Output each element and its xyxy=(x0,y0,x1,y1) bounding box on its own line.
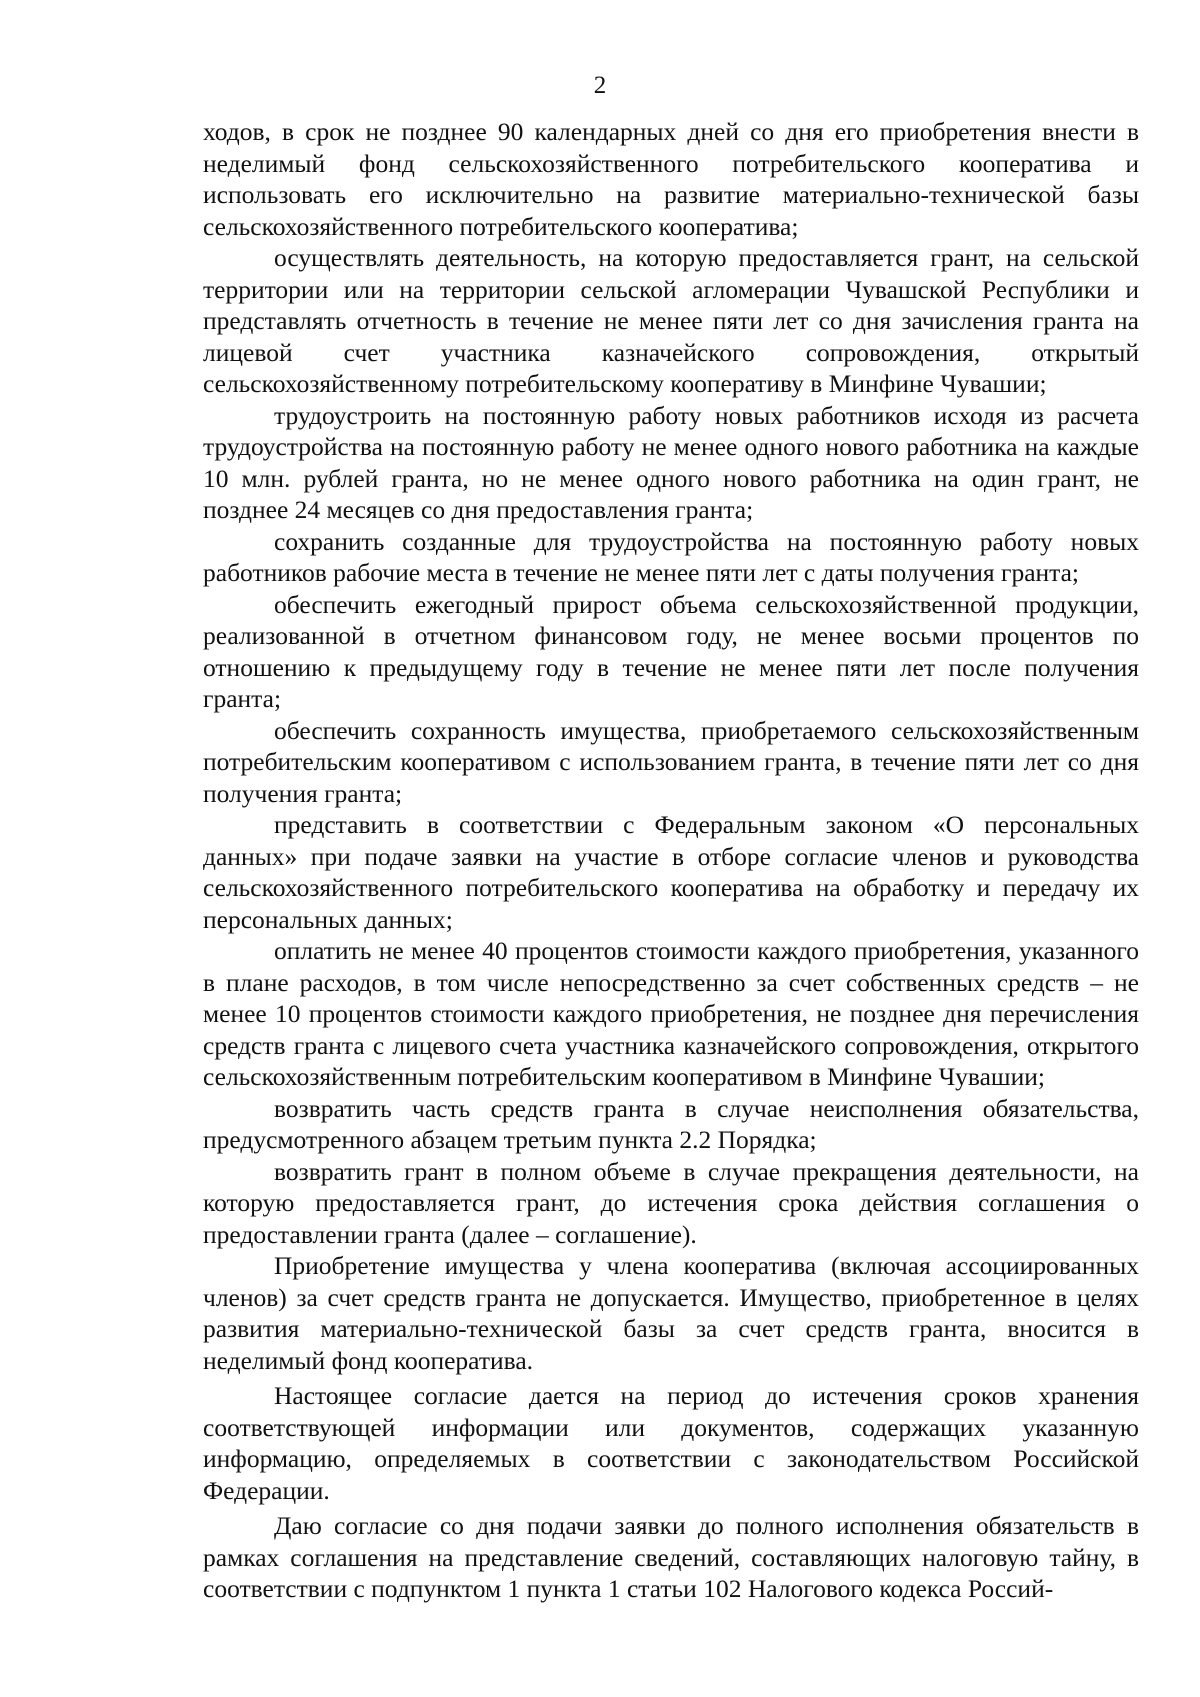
paragraph-consent-period: Настоящее согласие дается на период до истечения сроков хранения соответствующей информации или документов, содержащих указанную информацию, определяемых в соответствии с законодательством Российской Федерации. xyxy=(203,1381,1139,1505)
paragraph-continuation: ходов, в срок не позднее 90 календарных дней со дня его приобретения внести в неделимый фонд сельскохозяйственного потребительского кооператива и использовать его исключительно на развитие материально-технической базы сельскохозяйственного потребительского кооператива; xyxy=(203,117,1139,241)
paragraph-activity-obligation: осуществлять деятельность, на которую предоставляется грант, на сельской территории или на территории сельской агломерации Чувашской Республики и представлять отчетность в течение не менее пяти лет со дня зачисления гранта на лицевой счет участника казначейского сопровождения, открытый сельскохозяйственному потребительскому кооперативу в Минфине Чувашии; xyxy=(203,243,1139,398)
paragraph-property-safety: обеспечить сохранность имущества, приобретаемого сельскохозяйственным потребительским кооперативом с использованием гранта, в течение пяти лет со дня получения гранта; xyxy=(203,715,1139,808)
paragraph-production-growth: обеспечить ежегодный прирост объема сельскохозяйственной продукции, реализованной в отчетном финансовом году, не менее восьми процентов по отношению к предыдущему году в течение не менее пяти лет после получения гранта; xyxy=(203,589,1139,713)
page-number: 2 xyxy=(593,72,607,99)
paragraph-full-refund: возвратить грант в полном объеме в случае прекращения деятельности, на которую предоставляется грант, до истечения срока действия соглашения о предоставлении гранта (далее – соглашение). xyxy=(203,1156,1139,1249)
paragraph-employment-obligation: трудоустроить на постоянную работу новых работников исходя из расчета трудоустройства на постоянную работу не менее одного нового работника на каждые 10 млн. рублей гранта, но не менее одного нового работника на один грант, не позднее 24 месяцев со дня предоставления гранта; xyxy=(203,400,1139,524)
paragraph-payment-share: оплатить не менее 40 процентов стоимости каждого приобретения, указанного в плане расходов, в том числе непосредственно за счет собственных средств – не менее 10 процентов стоимости каждого приобретения, не позднее дня перечисления средств гранта с лицевого счета участника казначейского сопровождения, открытого сельскохозяйственным потребительским кооперативом в Минфине Чувашии; xyxy=(203,936,1139,1091)
paragraph-tax-secret-consent: Даю согласие со дня подачи заявки до полного исполнения обязательств в рамках соглашения на представление сведений, составляющих налоговую тайну, в соответствии с подпунктом 1 пункта 1 статьи 102 Налогового кодекса Россий- xyxy=(203,1511,1139,1603)
document-body xyxy=(203,116,1139,1605)
paragraph-personal-data: представить в соответствии с Федеральным законом «О персональных данных» при подаче заявки на участие в отборе согласие членов и руководства сельскохозяйственного потребительского кооператива на обработку и передачу их персональных данных; xyxy=(203,810,1139,934)
paragraph-jobs-retention: сохранить созданные для трудоустройства на постоянную работу новых работников рабочие места в течение не менее пяти лет с даты получения гранта; xyxy=(203,526,1139,587)
paragraph-partial-refund: возвратить часть средств гранта в случае неисполнения обязательства, предусмотренного абзацем третьим пункта 2.2 Порядка; xyxy=(203,1093,1139,1154)
paragraph-member-purchase: Приобретение имущества у члена кооператива (включая ассоциированных членов) за счет средств гранта не допускается. Имущество, приобретенное в целях развития материально-технической базы за счет средств гранта, вносится в неделимый фонд кооператива. xyxy=(203,1251,1139,1375)
